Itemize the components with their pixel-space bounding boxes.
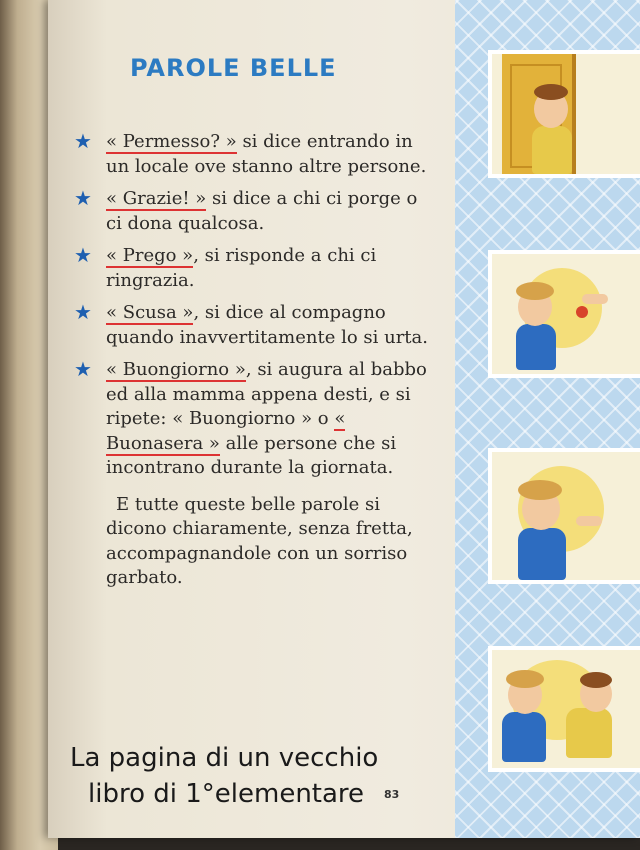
item-text: , si dice al compagno quando inavvertitamente lo si urta.: [106, 302, 428, 348]
list-item-grazie: [74, 186, 428, 236]
caption-line-2: libro di 1°elementare: [88, 779, 365, 809]
list-item-buongiorno: [74, 357, 428, 481]
illustration-girl-receiving-apple: [488, 250, 640, 378]
item-text: , si risponde a chi ci ringrazia.: [106, 245, 377, 291]
list-item-permesso: [74, 129, 428, 179]
list-item-prego: [74, 243, 428, 293]
closing-paragraph: E tutte queste belle parole si dicono chiaramente, senza fretta, accompagnandole con un sorriso garbato.: [106, 493, 413, 588]
page-number: 83: [384, 788, 400, 801]
item-text: alle persone che si incontrano durante la giornata.: [106, 432, 397, 478]
text-column: [74, 129, 428, 591]
keyword: « Grazie! »: [106, 188, 207, 209]
keyword: « Prego »: [106, 245, 194, 266]
illustration-children-bumping: [488, 646, 640, 772]
photo-caption: [70, 740, 450, 812]
keyword: « Permesso? »: [106, 131, 237, 152]
star-icon: ★: [74, 300, 92, 324]
keyword: « Buonasera »: [106, 408, 346, 454]
star-icon: ★: [74, 186, 92, 210]
keyword: « Buongiorno »: [106, 359, 246, 380]
item-text: si dice a chi ci porge o ci dona qualcosa.: [106, 188, 418, 234]
item-text: si dice entrando in un locale ove stanno altre persone.: [106, 131, 427, 177]
list-item-scusa: [74, 300, 428, 350]
keyword: « Scusa »: [106, 302, 194, 323]
star-icon: ★: [74, 129, 92, 153]
illustration-boy-at-door: [488, 50, 640, 178]
item-text: , si augura al babbo ed alla mamma appena desti, e si ripete: « Buongiorno » o: [106, 359, 427, 429]
illustration-girl-greeting: [488, 448, 640, 584]
page-title: PAROLE BELLE: [130, 54, 337, 82]
caption-line-1: La pagina di un vecchio: [70, 743, 379, 773]
star-icon: ★: [74, 357, 92, 381]
star-icon: ★: [74, 243, 92, 267]
